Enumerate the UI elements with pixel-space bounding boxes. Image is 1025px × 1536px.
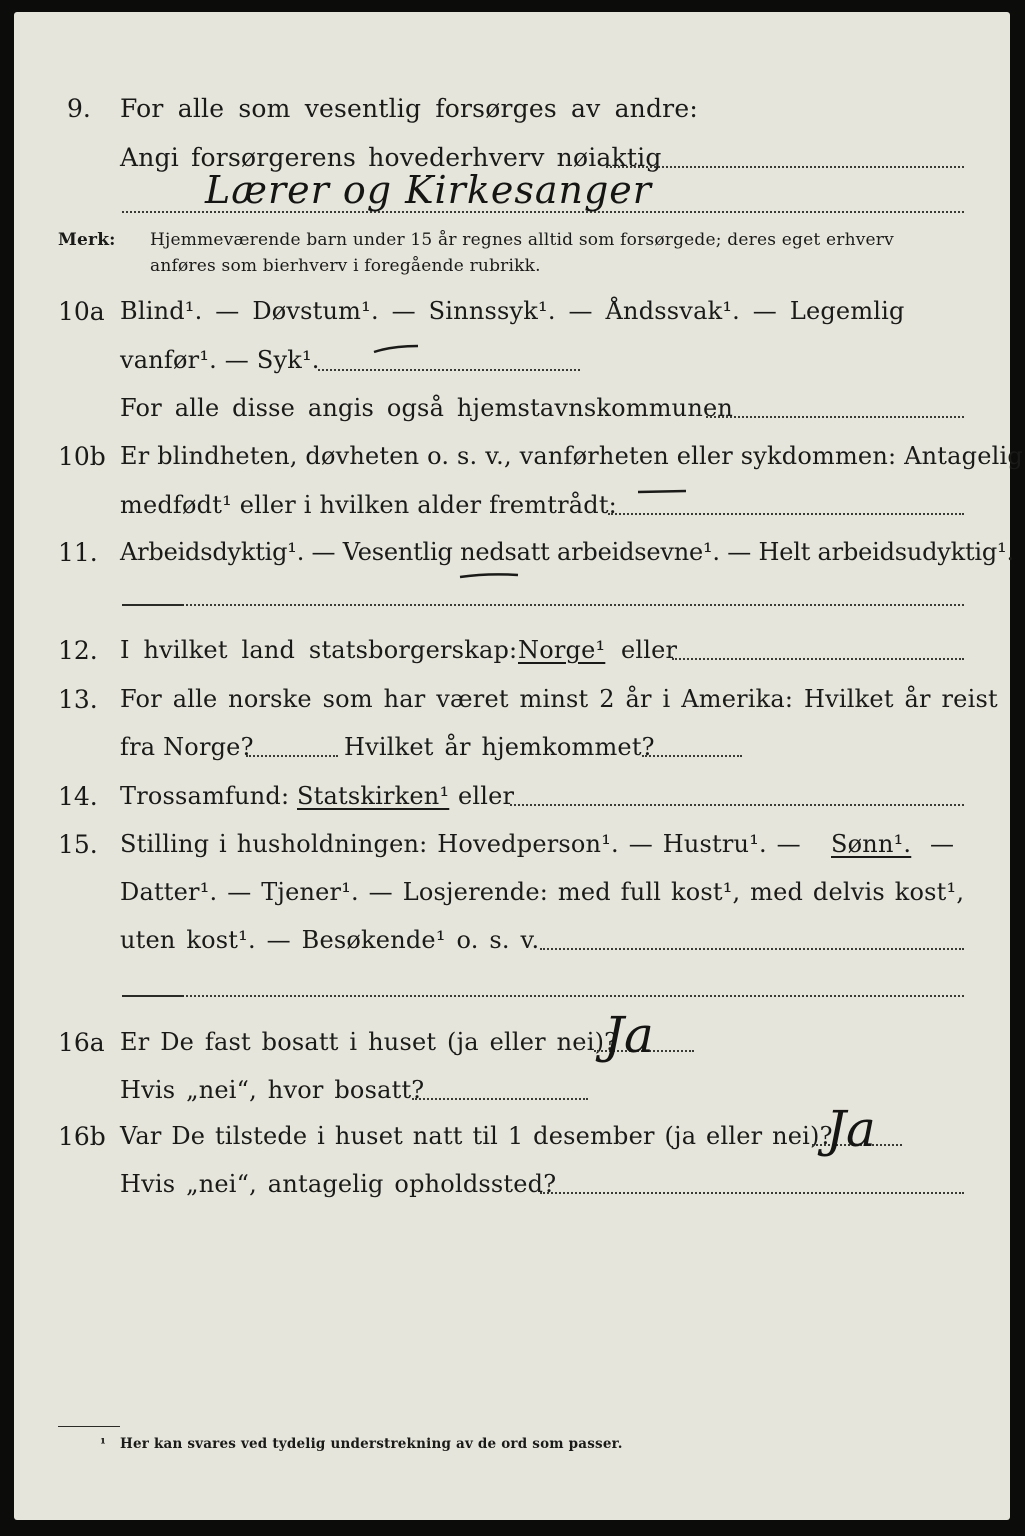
item-10b-dash-mark [636, 484, 690, 498]
item-14-statskirken-underlined: Statskirken¹ [297, 782, 450, 810]
item-15-line3: uten kost¹. — Besøkende¹ o. s. v. [120, 926, 540, 954]
item-13-line2a: fra Norge? [120, 733, 254, 761]
item-15-fill-line [540, 948, 964, 950]
item-16b-opholdssted-fill-line [540, 1192, 964, 1194]
merk-label: Merk: [58, 230, 116, 250]
item-10a-line2: vanfør¹. — Syk¹. [120, 346, 320, 374]
footnote-rule [58, 1426, 120, 1427]
item-11-line1: Arbeidsdyktig¹. — Vesentlig nedsatt arbeidsevne¹. — Helt arbeidsudyktig¹. [120, 538, 1014, 566]
footnote-marker: ¹ [100, 1436, 107, 1452]
item-16a-number: 16a [58, 1028, 105, 1057]
item-15-solid-rule [122, 995, 184, 997]
item-9-number: 9. [67, 94, 91, 123]
item-12-fill-line [672, 658, 964, 660]
item-13-line1: For alle norske som har været minst 2 år i Amerika: Hvilket år reist [120, 685, 998, 713]
item-15-line1-suffix: — [930, 830, 955, 858]
item-13-line2b: Hvilket år hjemkommet? [344, 733, 655, 761]
item-16b-handwritten-answer: Ja [826, 1100, 876, 1158]
item-10a-number: 10a [58, 297, 105, 326]
item-12-prefix: I hvilket land statsborgerskap: [120, 636, 518, 664]
item-13-reist-fill-line [246, 755, 338, 757]
footnote-text: Her kan svares ved tydelig understrekning av de ord som passer. [120, 1436, 623, 1452]
item-12-number: 12. [58, 636, 98, 665]
item-10a-line1: Blind¹. — Døvstum¹. — Sinnssyk¹. — Åndssvak¹. — Legemlig [120, 297, 905, 325]
item-10b-line1: Er blindheten, døvheten o. s. v., vanførheten eller sykdommen: Antagelig [120, 442, 1023, 470]
item-12-suffix: eller [621, 636, 678, 664]
item-10a-kommune-line [706, 416, 964, 418]
item-9-handwritten-answer: Lærer og Kirkesanger [205, 168, 652, 212]
item-16b-number: 16b [58, 1122, 106, 1151]
item-11-solid-rule [122, 604, 184, 606]
item-16a-line1: Er De fast bosatt i huset (ja eller nei)? [120, 1028, 618, 1056]
item-15-line2: Datter¹. — Tjener¹. — Losjerende: med full kost¹, med delvis kost¹, [120, 878, 965, 906]
item-10b-number: 10b [58, 442, 106, 471]
item-11-underline-mark [458, 570, 522, 582]
item-10a-dash-mark [372, 340, 422, 360]
item-14-suffix: eller [458, 782, 515, 810]
item-16a-line2: Hvis „nei“, hvor bosatt? [120, 1076, 425, 1104]
item-10a-fill-line [318, 369, 580, 371]
item-10b-line2: medfødt¹ eller i hvilken alder fremtrådt: [120, 491, 617, 519]
item-9-line1: For alle som vesentlig forsørges av andre: [120, 94, 698, 123]
item-16a-bosatt-fill-line [412, 1098, 588, 1100]
item-14-number: 14. [58, 782, 98, 811]
item-15-extra-line [122, 995, 964, 997]
item-15-number: 15. [58, 830, 98, 859]
item-10b-fill-line [608, 513, 964, 515]
item-10a-line3: For alle disse angis også hjemstavnskommunen [120, 394, 734, 422]
item-15-line1-prefix: Stilling i husholdningen: Hovedperson¹. — Hustru¹. — [120, 830, 801, 858]
merk-line1: Hjemmeværende barn under 15 år regnes alltid som forsørgede; deres eget erhverv [150, 230, 894, 250]
merk-line2: anføres som bierhverv i foregående rubrikk. [150, 256, 541, 276]
item-16b-line1: Var De tilstede i huset natt til 1 desember (ja eller nei)? [120, 1122, 833, 1150]
item-11-fill-line [122, 604, 964, 606]
item-15-sonn-underlined: Sønn¹. [831, 830, 912, 858]
item-12-norge-underlined: Norge¹ [518, 636, 606, 664]
item-11-number: 11. [58, 538, 98, 567]
item-16a-handwritten-answer: Ja [604, 1006, 654, 1064]
item-16b-line2: Hvis „nei“, antagelig opholdssted? [120, 1170, 557, 1198]
item-14-prefix: Trossamfund: [120, 782, 290, 810]
item-9-fill-line [606, 166, 964, 168]
item-13-number: 13. [58, 685, 98, 714]
item-14-fill-line [510, 804, 964, 806]
item-13-hjemkommet-fill-line [642, 755, 742, 757]
item-9-line2: Angi forsørgerens hovederhverv nøiaktig [120, 143, 662, 172]
